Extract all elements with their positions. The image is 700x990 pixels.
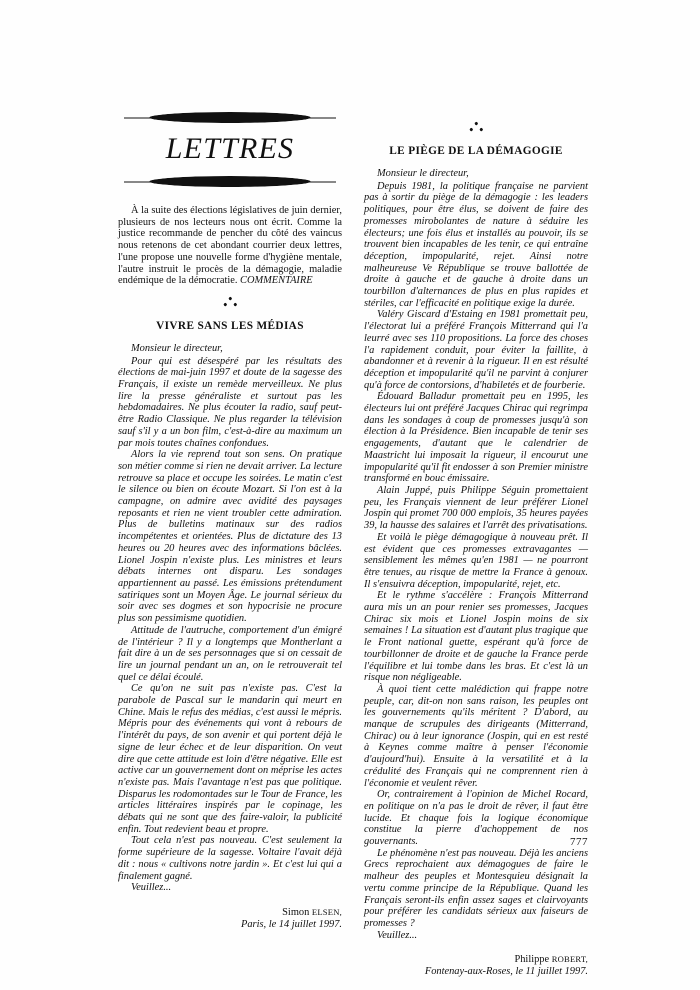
letter-paragraph: Depuis 1981, la politique française ne parvient pas à sortir du piège de la démagogie : les leaders politiques, pour être élus, se doivent de faire des promesses mirobolantes de nature à séduire les électeurs; une fois élus et installés au pouvoir, ils se trouvent bien incapables de les tenir, ce qui entraîne déception, impopularité, rejet. Ainsi notre malheureuse Ve République se trouve ballottée de droite à gauche et de gauche à droite dans un tourbillon d'alternances de plus en plus rapides et stériles, car l'efficacité en politique exige la durée. xyxy=(364,180,588,309)
asterism-icon xyxy=(222,297,238,309)
letter-paragraph: Et le rythme s'accélère : François Mitterrand aura mis un an pour renier ses promesses, Jacques Chirac six mois et Lionel Jospin moins de six semaines ! La situation est d'autant plus tragique que le Front national guette, espérant qu'à force de tourbillonner de droite et de gauche la France perde l'équilibre et lui tombe dans les bras. Et c'est là un risque non négligeable. xyxy=(364,590,588,684)
signature-last-name: ELSEN, xyxy=(311,906,342,917)
left-column xyxy=(118,112,342,978)
letter-paragraph: Pour qui est désespéré par les résultats des élections de mai-juin 1997 et doute de la sagesse des Français, il existe un remède merveilleux. Ne plus lire la presse généraliste et surtout pas les hebdomadaires. Ne plus écouter la radio, sauf peut-être Radio Classique. Ne plus regarder la télévision sauf s'il y a un bon film, c'est-à-dire au maximum un par mois toutes chaînes confondues. xyxy=(118,355,342,449)
asterism-icon xyxy=(468,122,484,134)
signature-place: Paris, le 14 juillet 1997. xyxy=(240,918,342,930)
masthead xyxy=(118,112,342,187)
letter-paragraph: Tout cela n'est pas nouveau. C'est seulement la forme supérieure de la sagesse. Voltaire l'avait déjà dit : nous « cultivons notre jardin ». Et c'est lui qui a finalement gagné. xyxy=(118,835,342,882)
letter-paragraph: Et voilà le piège démagogique à nouveau prêt. Il est évident que ces promesses extravagantes — sensiblement les mêmes qu'en 1981 — ne pourront être tenues, au risque de mettre la France à genoux. Il s'ensuivra déception, impopularité, rejet, etc. xyxy=(364,531,588,590)
section-ornament-right xyxy=(364,122,588,136)
letter-paragraph: Valéry Giscard d'Estaing en 1981 promettait peu, l'électorat lui a préféré François Mitterrand qui l'a leurré avec ses 110 propositions. La force des choses l'a rapidement conduit, pour éviter la faillite, à abandonner et à revenir à la rigueur. Il en est résulté déception et impopularité qu'il ne parvint à conjurer qu'à force de contorsions, d'habiletés et de fourberie. xyxy=(364,309,588,391)
section-ornament-left xyxy=(118,297,342,311)
signature-block xyxy=(118,906,342,931)
intro-paragraph xyxy=(118,205,342,287)
masthead-rule-bottom xyxy=(124,176,336,187)
letter-title-le-piege-de-la-demagogie: LE PIÈGE DE LA DÉMAGOGIE xyxy=(389,145,563,157)
salutation: Monsieur le directeur, xyxy=(131,342,223,354)
letter-paragraph: Alors la vie reprend tout son sens. On pratique son métier comme si rien ne devait arriver. La lecture retrouve sa place et occupe les soirées. Le matin c'est le silence ou bien on écoute Mozart. Si l'on est à la campagne, on admire avec avidité des paysages reposants et rien ne vient troubler cette admiration. Plus de bulletins matinaux sur des radios incompétentes et orientées. Plus de dictature des 13 heures ou 20 heures avec des informations bâclées. Lionel Jospin n'existe plus. Les ministres et leurs débats internes ont disparu. Les sondages appartiennent au passé. Les émissions prétendument satiriques sont un Moyen Âge. Le journal sérieux du soir avec ses dogmes et son hypocrisie ne procure plus son pessimisme quotidien. xyxy=(118,449,342,625)
letter-paragraph: Attitude de l'autruche, comportement d'un émigré de l'intérieur ? Il y a longtemps que Montherlant a fait dire à un de ses personnages que si on cessait de lire un journal pendant un an, on le retrouverait tel quel ce délai écoulé. xyxy=(118,624,342,683)
right-column xyxy=(364,112,588,978)
signature-place: Fontenay-aux-Roses, le 11 juillet 1997. xyxy=(424,966,588,978)
letter-paragraph: Or, contrairement à l'opinion de Michel Rocard, en politique on n'a pas le droit de rêver, il faut être lucide. Et chaque fois la logique économique constitue la pierre d'achoppement de nos gouvernants. xyxy=(364,789,588,848)
letter-paragraph: Ce qu'on ne suit pas n'existe pas. C'est la parabole de Pascal sur le mandarin qui meurt en Chine. Mais le refus des médias, c'est aussi le mépris. Mépris pour des événements qui vont à rebours de l'intérêt du pays, de son avenir et qui portent déjà le signe de leur échec et de leur disparition. On veut dire que cette attitude est loin d'être négative. Elle est active car un gouvernement dont on méprise les actes n'existe pas. Mais l'avantage n'est pas que politique. Disparus les rodomontades sur le Tour de France, les articles littéraires inspirés par le copinage, les débats qui ne sont que des faire-valoir, la publicité enfin. Tout redevient beau et propre. xyxy=(118,683,342,835)
salutation: Monsieur le directeur, xyxy=(377,168,469,179)
letter-closing: Veuillez... xyxy=(377,929,418,941)
letter-paragraph: Le phénomène n'est pas nouveau. Déjà les anciens Grecs reprochaient aux démagogues de faire le malheur des peuples et Montesquieu désignait la vertu comme principe de la République. Quand les Français seront-ils enfin assez sages et clairvoyants pour préférer les candidats sérieux aux faiseurs de promesses ? xyxy=(364,847,588,929)
intro-commentaire-tag: COMMENTAIRE xyxy=(240,275,313,287)
page-number: 777 xyxy=(570,836,588,848)
signature-first-name: Philippe xyxy=(514,954,550,966)
intro-text: À la suite des élections législatives de juin dernier, plusieurs de nos lecteurs nous ont écrit. Comme la justice recommande de pencher du côté des vaincus nous retenons de cet abondant courrier deux lettres, l'une propose une nouvelle forme d'hygiène mentale, l'autre instruit le procès de la démagogie, maladie endémique de la démocratie. xyxy=(118,205,342,287)
signature-name xyxy=(118,906,342,919)
signature-last-name: ROBERT, xyxy=(551,954,588,965)
signature-name xyxy=(364,953,588,966)
letter-closing: Veuillez... xyxy=(131,882,172,894)
letter-paragraph: Édouard Balladur promettait peu en 1995, les électeurs lui ont préféré Jacques Chirac qui regrimpa dans les sondages à coup de promesses jusqu'à son élection à la Présidence. Bien incapable de tenir ses engagements, d'autant que le calendrier de Maastricht lui imposait la rigueur, il encourut une impopularité qu'il fit endosser à son Premier ministre transformé en bouc émissaire. xyxy=(364,391,588,485)
letter-paragraph: Alain Juppé, puis Philippe Séguin promettaient peu, les Français viennent de leur préférer Lionel Jospin qui promet 700 000 emplois, 35 heures payées 39, la hausse des salaires et l'arrêt des privatisations. xyxy=(364,484,588,532)
signature-block xyxy=(364,953,588,978)
letter-title-vivre-sans-les-medias: VIVRE SANS LES MÉDIAS xyxy=(156,319,304,332)
signature-first-name: Simon xyxy=(282,906,310,918)
two-column-layout xyxy=(118,112,588,978)
letter-paragraph: À quoi tient cette malédiction qui frappe notre peuple, car, dit-on non sans raison, les peuples ont les gouvernements qu'ils méritent ? D'abord, au manque de scrupules des dirigeants (Mitterrand, Chirac) ou à leur ignorance (Jospin, qui en est resté à Keynes comme maître à penser l'économie d'aujourd'hui). Ensuite à la versatilité et à la crédulité des Français qui ne comprennent rien à l'économie et veulent rêver. xyxy=(364,683,588,789)
masthead-rule-top xyxy=(124,112,336,123)
masthead-title: LETTRES xyxy=(165,132,295,165)
